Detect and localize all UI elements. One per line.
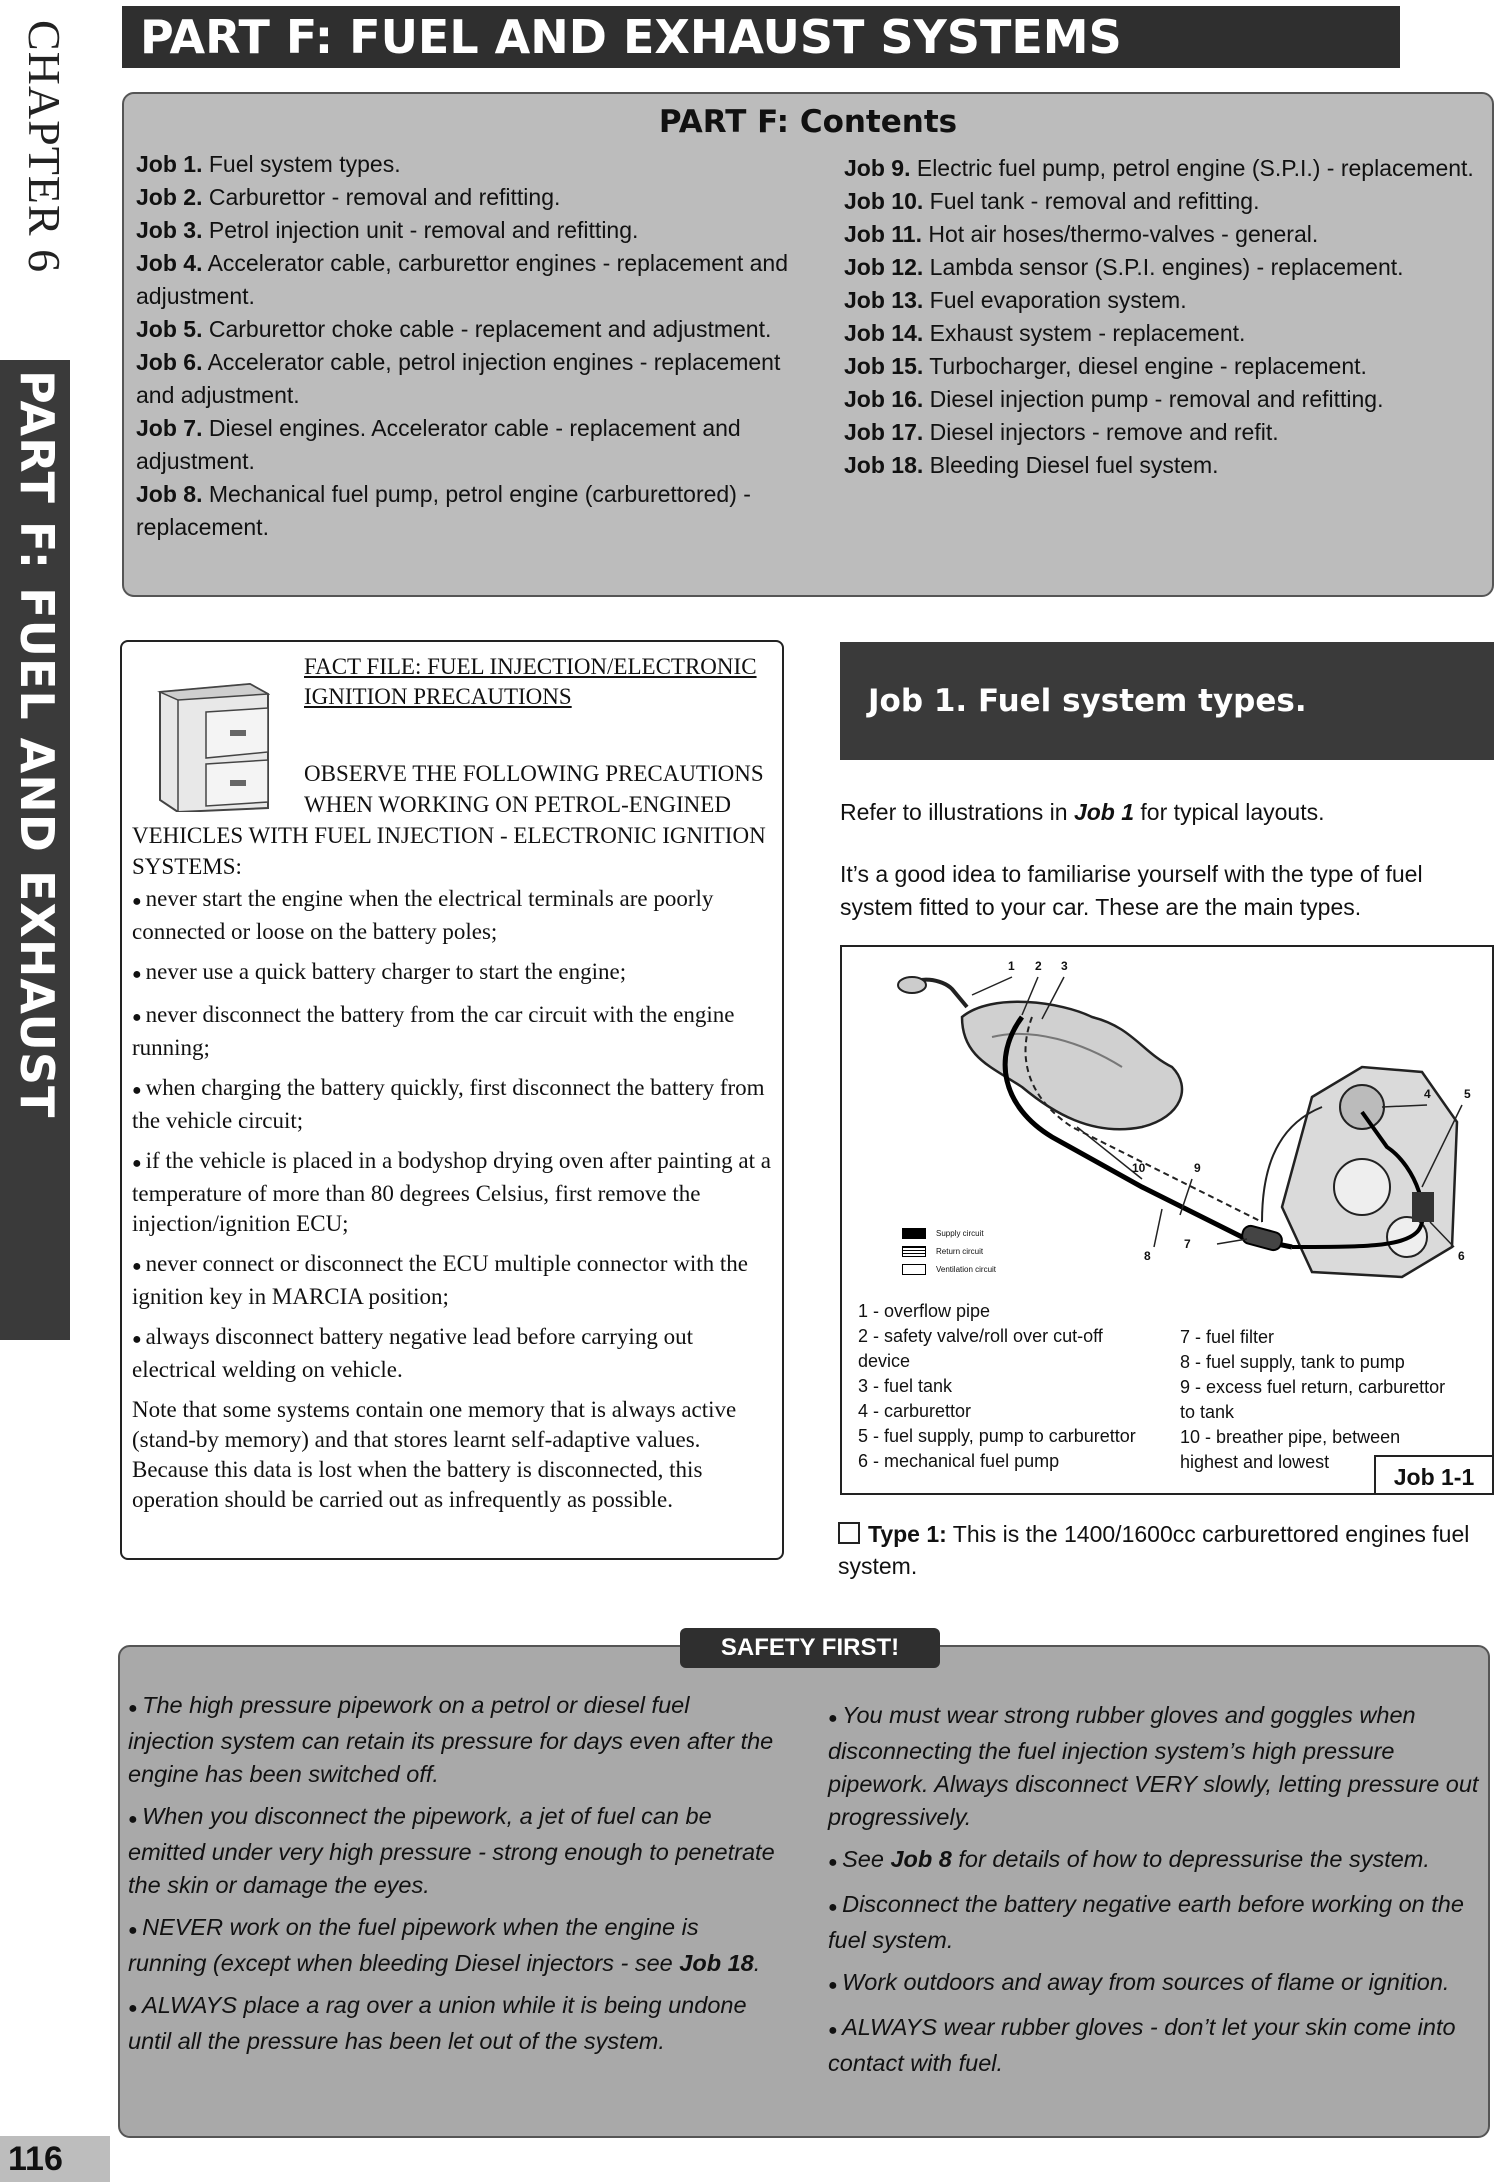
fact-intro-line-2: WHEN WORKING ON PETROL-ENGINED (304, 792, 731, 817)
job-description: Fuel system types. (202, 151, 401, 177)
part-label: PART F: FUEL AND EXHAUST (10, 370, 64, 1119)
precaution-text: never start the engine when the electrical terminals are poorly connected or loose on the battery poles; (132, 886, 714, 944)
job-number: Job 4. (136, 250, 203, 276)
callout-2: 2 (1035, 959, 1042, 973)
legend-item: 4 - carburettor (858, 1401, 972, 1421)
safety-item (828, 1888, 1488, 1957)
job-description: Electric fuel pump, petrol engine (S.P.I.) - replacement. (910, 155, 1474, 181)
contents-title: PART F: Contents (658, 104, 958, 140)
contents-item (844, 416, 1484, 449)
contents-item (844, 350, 1484, 383)
job-description: Turbocharger, diesel engine - replacement. (923, 353, 1367, 379)
contents-item (844, 218, 1484, 251)
precaution-item (132, 884, 777, 947)
contents-item (136, 346, 796, 412)
job-number: Job 14. (844, 320, 924, 346)
bullet-icon: ● (828, 2022, 843, 2039)
figure-tag: Job 1-1 (1374, 1455, 1494, 1495)
precaution-item (132, 1000, 777, 1063)
type1-text: This is the 1400/1600cc carburettored engines fuel system. (838, 1521, 1470, 1579)
precaution-text: never disconnect the battery from the car circuit with the engine running; (132, 1002, 735, 1060)
legend-item: 10 - breather pipe, between (1180, 1427, 1401, 1447)
bullet-icon: ● (132, 1155, 146, 1172)
contents-item (136, 247, 796, 313)
legend-item: 8 - fuel supply, tank to pump (1180, 1352, 1405, 1372)
key-supply: Supply circuit (936, 1229, 984, 1238)
fact-intro-line-3: VEHICLES WITH FUEL INJECTION - ELECTRONIC IGNITION SYSTEMS: (132, 823, 766, 879)
job-description: Carburettor choke cable - replacement and adjustment. (202, 316, 772, 342)
safety-text: Disconnect the battery negative earth before working on the fuel system. (828, 1891, 1464, 1953)
contents-item (136, 412, 796, 478)
job-number: Job 5. (136, 316, 203, 342)
precaution-text: never use a quick battery charger to start the engine; (145, 959, 627, 984)
bullet-icon: ● (132, 966, 146, 983)
job-number: Job 18. (844, 452, 924, 478)
contents-item (136, 148, 796, 181)
contents-box (122, 92, 1494, 597)
fact-file-note: Note that some systems contain one memory that is always active (stand-by memory) and that stores learnt self-adaptive values. Because this data is lost when the battery is disconnected, this operation should be carried out as infrequently as possible. (132, 1397, 737, 1512)
job-description: Fuel evaporation system. (923, 287, 1187, 313)
checkbox-icon (838, 1522, 860, 1544)
safety-item (828, 2011, 1488, 2080)
job-number: Job 12. (844, 254, 924, 280)
type1-label: Type 1: (868, 1521, 947, 1547)
safety-text: ALWAYS place a rag over a union while it is being undone until all the pressure has been let out of the system. (128, 1992, 747, 2054)
bullet-icon: ● (132, 1258, 146, 1275)
bullet-icon: ● (828, 1854, 843, 1871)
job-reference: Job 18 (679, 1950, 754, 1976)
contents-left-column (136, 148, 796, 544)
safety-text-tail: for details of how to depressurise the system. (951, 1846, 1430, 1872)
callout-3: 3 (1061, 959, 1068, 973)
supply-swatch (902, 1228, 926, 1239)
safety-text: When you disconnect the pipework, a jet of fuel can be emitted under very high pressure - strong enough to penetrate the skin or damage the eyes. (128, 1803, 775, 1898)
contents-item (844, 185, 1484, 218)
safety-text: NEVER work on the fuel pipework when the engine is running (except when bleeding Diesel injectors - see (128, 1914, 699, 1976)
contents-item (136, 214, 796, 247)
precaution-item (132, 1073, 777, 1136)
callout-7: 7 (1184, 1237, 1191, 1251)
return-swatch (902, 1246, 926, 1257)
job1-intro (840, 796, 1494, 829)
contents-item (844, 383, 1484, 416)
job-description: Mechanical fuel pump, petrol engine (carburettored) - replacement. (136, 481, 751, 540)
contents-item (844, 317, 1484, 350)
bullet-icon: ● (132, 1082, 146, 1099)
job-number: Job 11. (844, 221, 922, 247)
job-description: Fuel tank - removal and refitting. (923, 188, 1260, 214)
page-title: PART F: FUEL AND EXHAUST SYSTEMS (122, 6, 1400, 68)
safety-text: See (842, 1846, 891, 1872)
job-number: Job 10. (844, 188, 924, 214)
precaution-text: if the vehicle is placed in a bodyshop drying oven after painting at a temperature of more than 80 degrees Celsius, first remove the injection/ignition ECU; (132, 1148, 771, 1236)
job-number: Job 16. (844, 386, 924, 412)
safety-left-column (128, 1689, 778, 2067)
callout-5: 5 (1464, 1087, 1471, 1101)
legend-item: 2 - safety valve/roll over cut-off (858, 1326, 1103, 1346)
bullet-icon: ● (128, 2000, 143, 2017)
legend-item: 1 - overflow pipe (858, 1301, 991, 1321)
precaution-text: when charging the battery quickly, first disconnect the battery from the vehicle circuit; (132, 1075, 765, 1133)
callout-9: 9 (1194, 1161, 1201, 1175)
bullet-icon: ● (132, 1331, 146, 1348)
job-description: Lambda sensor (S.P.I. engines) - replacement. (923, 254, 1404, 280)
job-description: Carburettor - removal and refitting. (202, 184, 561, 210)
job-reference: Job 8 (890, 1846, 952, 1872)
job1-heading: Job 1. Fuel system types. (840, 642, 1494, 760)
precaution-item (132, 1249, 777, 1312)
contents-item (136, 181, 796, 214)
bullet-icon: ● (128, 1811, 143, 1828)
bullet-icon: ● (132, 1009, 146, 1026)
bullet-icon: ● (128, 1700, 143, 1717)
contents-item (136, 478, 796, 544)
safety-item (128, 1989, 778, 2058)
safety-item (828, 1699, 1488, 1834)
page-number: 116 (0, 2136, 110, 2182)
legend-item: 7 - fuel filter (1180, 1327, 1275, 1347)
fact-file-title: FACT FILE: FUEL INJECTION/ELECTRONIC IGNITION PRECAUTIONS (304, 654, 757, 709)
safety-text: You must wear strong rubber gloves and goggles when disconnecting the fuel injection system’s high pressure pipework. Always disconnect VERY slowly, letting pressure out progressively. (828, 1702, 1479, 1830)
legend-item: 3 - fuel tank (858, 1376, 953, 1396)
job1-intro-tail: for typical layouts. (1134, 799, 1325, 825)
type1-caption (838, 1518, 1498, 1582)
job1-paragraph: It’s a good idea to familiarise yourself with the type of fuel system fitted to your car. These are the main types. (840, 861, 1423, 920)
fact-file-box (120, 640, 784, 1560)
safety-item (828, 1843, 1488, 1879)
job-description: Accelerator cable, petrol injection engines - replacement and adjustment. (136, 349, 781, 408)
job-description: Accelerator cable, carburettor engines - replacement and adjustment. (136, 250, 789, 309)
legend-item: 9 - excess fuel return, carburettor (1180, 1377, 1446, 1397)
diagram-key (902, 1225, 996, 1279)
job-number: Job 17. (844, 419, 924, 445)
contents-item (844, 152, 1484, 185)
legend-item: to tank (1180, 1402, 1235, 1422)
precaution-text: never connect or disconnect the ECU multiple connector with the ignition key in MARCIA position; (132, 1251, 748, 1309)
fact-file-list (132, 884, 777, 1525)
diagram-legend-right (1180, 1325, 1445, 1475)
job-description: Exhaust system - replacement. (923, 320, 1246, 346)
safety-first-label: SAFETY FIRST! (680, 1628, 940, 1668)
safety-right-column (828, 1699, 1488, 2089)
safety-first-box (118, 1645, 1490, 2138)
precaution-item (132, 957, 777, 990)
legend-item: highest and lowest (1180, 1452, 1330, 1472)
job-number: Job 6. (136, 349, 203, 375)
safety-item (128, 1911, 778, 1980)
job-number: Job 7. (136, 415, 203, 441)
key-return: Return circuit (936, 1247, 984, 1256)
contents-item (136, 313, 796, 346)
job-number: Job 15. (844, 353, 924, 379)
fuel-system-diagram (840, 945, 1494, 1495)
precaution-item (132, 1322, 777, 1385)
legend-item: 5 - fuel supply, pump to carburettor (858, 1426, 1136, 1446)
key-ventilation: Ventilation circuit (936, 1265, 997, 1274)
job-description: Petrol injection unit - removal and refitting. (202, 217, 639, 243)
contents-item (844, 449, 1484, 482)
callout-10: 10 (1132, 1161, 1146, 1175)
callout-1: 1 (1008, 959, 1015, 973)
safety-item (128, 1689, 778, 1791)
contents-item (844, 284, 1484, 317)
precaution-item (132, 1146, 777, 1239)
safety-text: The high pressure pipework on a petrol or diesel fuel injection system can retain its pressure for days even after the engine has been switched off. (128, 1692, 774, 1787)
precaution-text: always disconnect battery negative lead before carrying out electrical welding on vehicle. (132, 1324, 693, 1382)
job-number: Job 9. (844, 155, 911, 181)
ventilation-swatch (902, 1264, 926, 1275)
bullet-icon: ● (132, 893, 146, 910)
job-number: Job 2. (136, 184, 203, 210)
legend-item: device (858, 1351, 911, 1371)
contents-right-column (844, 152, 1484, 482)
bullet-icon: ● (828, 1977, 843, 1994)
job-description: Diesel injection pump - removal and refitting. (923, 386, 1384, 412)
job-number: Job 1. (136, 151, 203, 177)
fact-file-intro (132, 758, 777, 882)
bullet-icon: ● (828, 1710, 843, 1727)
callout-4: 4 (1424, 1087, 1431, 1101)
job-description: Diesel injectors - remove and refit. (923, 419, 1279, 445)
legend-item: 6 - mechanical fuel pump (858, 1451, 1060, 1471)
safety-item (828, 1966, 1488, 2002)
callout-8: 8 (1144, 1249, 1151, 1263)
safety-text: Work outdoors and away from sources of flame or ignition. (842, 1969, 1450, 1995)
job-description: Diesel engines. Accelerator cable - replacement and adjustment. (136, 415, 741, 474)
callout-6: 6 (1458, 1249, 1465, 1263)
job-number: Job 8. (136, 481, 203, 507)
bullet-icon: ● (828, 1899, 843, 1916)
bullet-icon: ● (128, 1922, 143, 1939)
job1-intro-text: Refer to illustrations in (840, 799, 1074, 825)
safety-text: ALWAYS wear rubber gloves - don’t let your skin come into contact with fuel. (828, 2014, 1456, 2076)
job-description: Hot air hoses/thermo-valves - general. (921, 221, 1319, 247)
fact-intro-line-1: OBSERVE THE FOLLOWING PRECAUTIONS (304, 761, 764, 786)
safety-text-tail: . (753, 1950, 761, 1976)
job-number: Job 3. (136, 217, 203, 243)
safety-item (128, 1800, 778, 1902)
contents-item (844, 251, 1484, 284)
job-description: Bleeding Diesel fuel system. (923, 452, 1219, 478)
job-number: Job 13. (844, 287, 924, 313)
diagram-legend-left (858, 1299, 1136, 1474)
chapter-label: CHAPTER 6 (19, 20, 70, 274)
job1-ref: Job 1 (1073, 799, 1135, 825)
